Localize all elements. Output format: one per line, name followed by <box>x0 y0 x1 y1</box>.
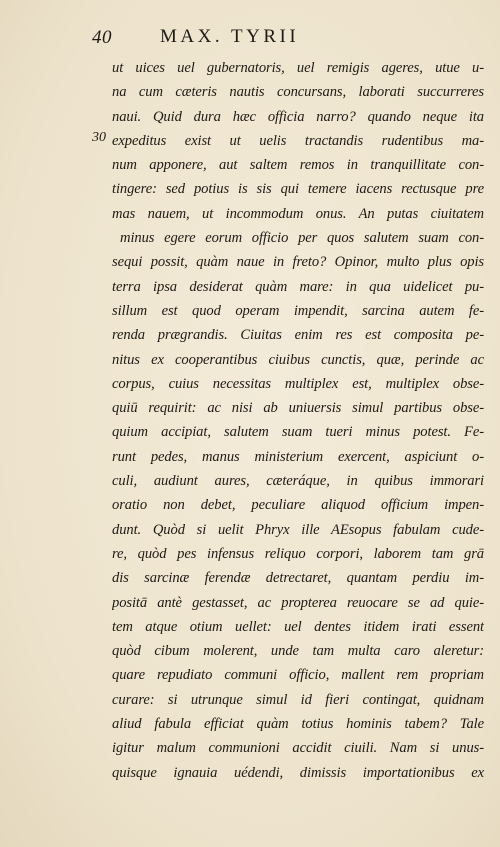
text-line: dis sarcinæ ferendæ detrectaret, quantam perdiu im- <box>112 570 484 587</box>
page-number: 40 <box>92 27 112 48</box>
text-line: quare repudiato communi officio, mallent rem propriam <box>112 667 484 684</box>
text-line: sequi possit, quàm naue in freto? Opinor, multo plus opis <box>112 254 484 271</box>
text-line: oratio non debet, peculiare aliquod officium impen- <box>112 497 484 514</box>
text-line: quisque ignauia uédendi, dimissis importationibus ex <box>112 764 484 781</box>
text-line: ut uices uel gubernatoris, uel remigis ageres, utue u- <box>112 60 484 76</box>
text-line: sillum est quod operam impendit, sarcina autem fe- <box>112 302 484 319</box>
text-line: dunt. Quòd si uelit Phryx ille AEsopus fabulam cude- <box>112 521 484 538</box>
text-line: igitur malum communioni accidit ciuili. Nam si unus- <box>112 740 484 757</box>
text-line: quium accipiat, salutem suam tueri minus potest. Fe- <box>112 424 484 441</box>
running-head: MAX. TYRII <box>160 26 300 47</box>
text-line: curare: si utrunque simul id fieri contingat, quidnam <box>112 691 484 708</box>
text-line: tem atque otium uellet: uel dentes itidem irati essent <box>112 618 484 635</box>
text-line: quiū requirit: ac nisi ab uniuersis simul partibus obse- <box>112 400 484 417</box>
text-line: aliud fabula efficiat quàm totius hominis tabem? Tale <box>112 716 484 733</box>
text-line: terra ipsa desiderat quàm mare: in qua uidelicet pu- <box>112 278 484 295</box>
text-line: mas nauem, ut incommodum onus. An putas ciuitatem <box>112 205 484 222</box>
margin-line-number: 30 <box>92 130 106 145</box>
text-line: re, quòd pes infensus reliquo corpori, laborem tam grā <box>112 545 484 562</box>
text-line: na cum cæteris nautis concursans, laborati succurreres <box>112 84 484 101</box>
text-line: num apponere, aut saltem remos in tranquillitate con- <box>112 157 484 174</box>
text-line: quòd cibum molerent, unde tam multa caro aleretur: <box>112 643 484 660</box>
body-text <box>112 56 484 785</box>
text-line: renda prægrandis. Ciuitas enim res est composita pe- <box>112 327 484 344</box>
text-line: expeditus exist ut uelis tractandis rudentibus ma- <box>112 132 484 149</box>
text-line: minus egere eorum officio per quos salutem suam con- <box>120 230 484 247</box>
text-line: naui. Quid dura hæc officia narro? quando neque ita <box>112 108 484 125</box>
text-line: positā antè gestasset, ac propterea reuocare se ad quie- <box>112 594 484 611</box>
text-line: runt pedes, manus ministerium exercent, aspiciunt o- <box>112 448 484 465</box>
text-line: corpus, cuius necessitas multiplex est, multiplex obse- <box>112 375 484 392</box>
text-line: nitus ex cooperantibus ciuibus cunctis, quæ, perinde ac <box>112 351 484 368</box>
text-line: tingere: sed potius is sis qui temere iacens rectusque pre <box>112 181 484 198</box>
text-line: culi, audiunt aures, cæteráque, in quibus immorari <box>112 473 484 490</box>
